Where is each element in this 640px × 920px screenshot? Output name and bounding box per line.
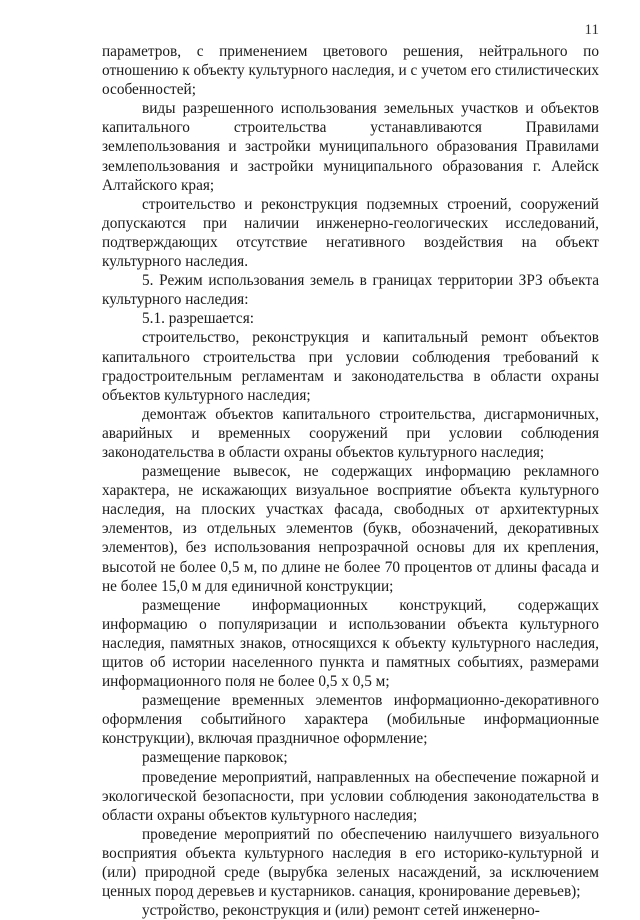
list-item: размещение информационных конструкций, содержащих информацию о популяризации и использовании объекта культурного наследия, памятных знаков, относящихся к объекту культурного наследия, щитов об истории населенного пункта и памятных событиях, размерами информационного поля не более 0,5 х 0,5 м; (102, 596, 599, 691)
subsection-heading: 5.1. разрешается: (142, 310, 254, 328)
document-body (102, 42, 599, 920)
list-item: устройство, реконструкция и (или) ремонт сетей инженерно- (142, 902, 540, 920)
list-item: размещение вывесок, не содержащих информацию рекламного характера, не искажающих визуальное восприятие объекта культурного наследия, на плоских участках фасада, свободных от архитектурных элементов, из отдельных элементов (букв, обозначений, декоративных элементов), без использования непрозрачной основы для их крепления, высотой не более 0,5 м, по длине не более 70 процентов от длины фасада и не более 15,0 м для единичной конструкции; (102, 463, 599, 595)
section-heading: 5. Режим использования земель в границах территории ЗРЗ объекта культурного наследия: (102, 272, 599, 309)
list-item: размещение парковок; (142, 749, 288, 767)
list-item: строительство, реконструкция и капитальный ремонт объектов капитального строительства при условии соблюдения требований к градостроительным регламентам и законодательства в области охраны объектов культурного наследия; (102, 329, 599, 404)
paragraph-continued: параметров, с применением цветового решения, нейтрального по отношению к объекту культурного наследия, и с учетом его стилистических особенностей; (102, 43, 599, 99)
list-item: проведение мероприятий по обеспечению наилучшего визуального восприятия объекта культурного наследия в его историко-культурной и (или) природной среде (вырубка зеленых насаждений, за исключением ценных пород деревьев и кустарников. санация, кронирование деревьев); (102, 825, 599, 901)
paragraph: строительство и реконструкция подземных строений, сооружений допускаются при наличии инженерно-геологических исследований, подтверждающих отсутствие негативного воздействия на объект культурного наследия. (102, 195, 599, 271)
list-item: демонтаж объектов капитального строительства, дисгармоничных, аварийных и временных сооружений при условии соблюдения законодательства в области охраны объектов культурного наследия; (102, 405, 599, 461)
list-item: проведение мероприятий, направленных на обеспечение пожарной и экологической безопасности, при условии соблюдения законодательства в области охраны объектов культурного наследия; (102, 768, 599, 824)
page-number: 11 (584, 22, 599, 38)
list-item: размещение временных элементов информационно-декоративного оформления событийного характера (мобильные информационные конструкции), включая праздничное оформление; (102, 692, 599, 748)
paragraph: виды разрешенного использования земельных участков и объектов капитального строительства устанавливаются Правилами землепользования и застройки муниципального образования Правилами землепользования и застройки муниципального образования г. Алейск Алтайского края; (102, 100, 599, 194)
